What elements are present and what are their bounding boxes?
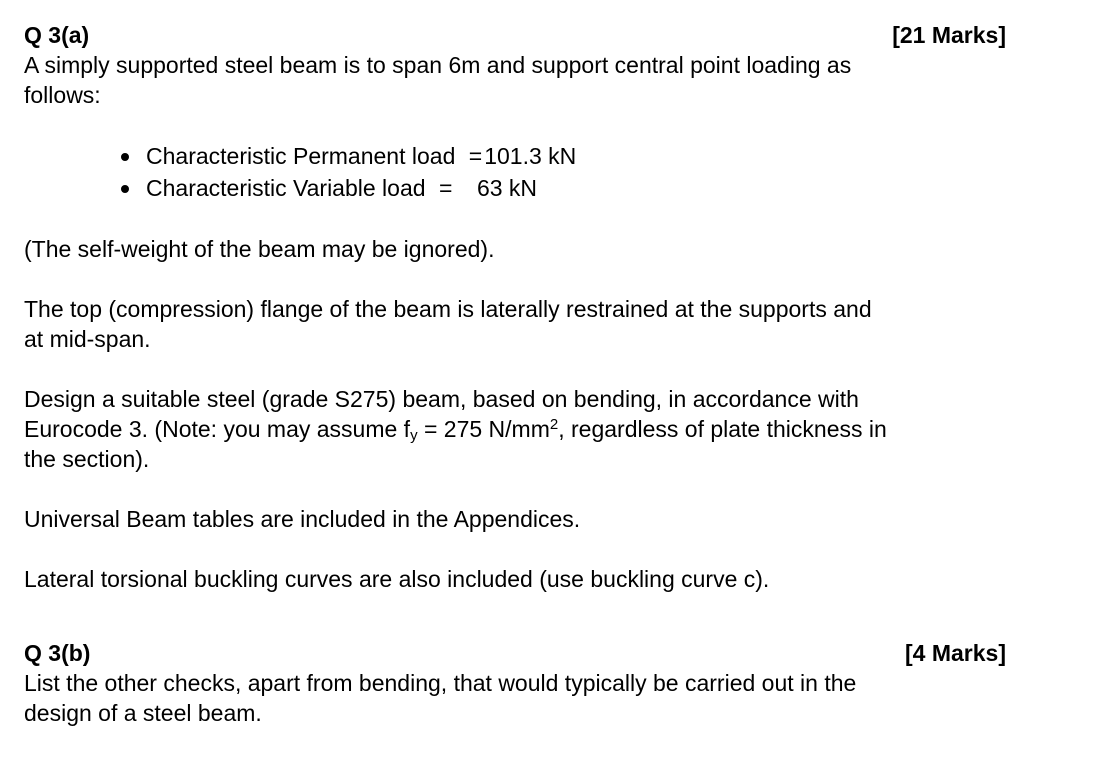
load-label: Characteristic Permanent load (146, 143, 456, 169)
q3a-label: Q 3(a) (24, 22, 90, 48)
q3b-line1: List the other checks, apart from bending, that would typically be carried out in the (24, 670, 857, 696)
self-weight-note: (The self-weight of the beam may be ignored). (24, 236, 495, 262)
mm2-superscript: 2 (549, 416, 559, 433)
q3b-text (24, 668, 1006, 728)
buckling-note: Lateral torsional buckling curves are also included (use buckling curve c). (24, 566, 770, 592)
load-list (24, 140, 1006, 204)
load-label: Characteristic Variable load (146, 175, 426, 201)
list-item-variable-load (146, 172, 1006, 204)
q3b-header (24, 638, 1006, 668)
design-line2a: Eurocode 3. (Note: you may assume f (24, 416, 411, 442)
bullet-icon (121, 185, 129, 193)
restraint-line2: at mid-span. (24, 326, 151, 352)
tables-note: Universal Beam tables are included in the Appendices. (24, 506, 581, 532)
q3b-marks: [4 Marks] (905, 640, 1006, 666)
fy-subscript: y (410, 427, 418, 444)
list-item-permanent-load (146, 140, 1006, 172)
q3b-line2: design of a steel beam. (24, 700, 262, 726)
design-line3: the section). (24, 446, 150, 472)
load-equals: = (468, 143, 483, 169)
restraint-line1: The top (compression) flange of the beam is laterally restrained at the supports and (24, 296, 872, 322)
q3a-intro-line2: follows: (24, 82, 101, 108)
design-line1: Design a suitable steel (grade S275) beam, based on bending, in accordance with (24, 386, 859, 412)
restraint-paragraph (24, 294, 1006, 354)
q3a-intro-line1: A simply supported steel beam is to span 6m and support central point loading as (24, 52, 852, 78)
question-sheet (24, 20, 1006, 728)
q3a-header (24, 20, 1006, 50)
design-line2c: , regardless of plate thickness in (558, 416, 887, 442)
q3a-marks: [21 Marks] (892, 22, 1006, 48)
design-paragraph (24, 384, 1006, 474)
load-equals: = (438, 175, 453, 201)
bullet-icon (121, 153, 129, 161)
load-value: 101.3 kN (484, 143, 577, 169)
load-value: 63 kN (476, 175, 538, 201)
q3a-intro (24, 50, 1006, 110)
q3b-label: Q 3(b) (24, 640, 91, 666)
design-line2b: = 275 N/mm (417, 416, 550, 442)
